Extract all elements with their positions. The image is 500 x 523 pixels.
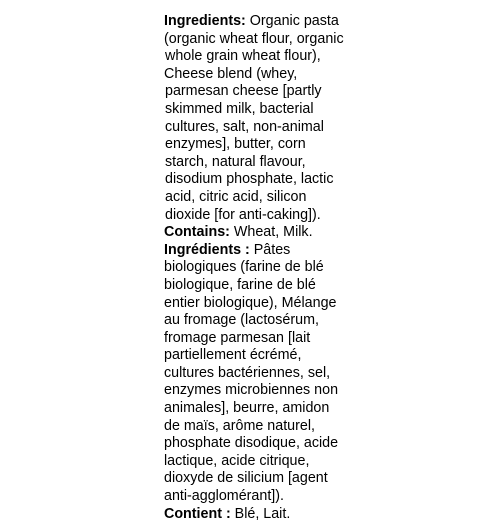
- english-ingredients-line: dioxide [for anti-caking]).: [165, 206, 321, 223]
- english-ingredients-line: acid, citric acid, silicon: [165, 188, 307, 205]
- french-ingredients-line: dioxyde de silicium [agent: [164, 470, 328, 487]
- english-ingredients-first-line: [164, 13, 364, 31]
- french-ingredients-heading: Ingrédients :: [164, 241, 250, 258]
- english-ingredients-heading: Ingredients:: [164, 13, 246, 29]
- french-contains-line: [164, 506, 364, 523]
- english-ingredients-line: cultures, salt, non-animal: [165, 118, 324, 135]
- french-contains-heading: Contient :: [164, 505, 231, 522]
- french-ingredients-line: lactique, acide citrique,: [164, 452, 310, 469]
- french-ingredients-text: Pâtes: [249, 241, 291, 258]
- french-ingredients-line: biologiques (farine de blé: [164, 259, 324, 276]
- french-ingredients-first-line: [164, 242, 364, 260]
- ingredient-label: [164, 13, 364, 523]
- english-ingredients-line: starch, natural flavour,: [165, 153, 306, 170]
- french-ingredients-line: fromage parmesan [lait: [164, 329, 311, 346]
- english-ingredients-block: [164, 13, 364, 224]
- french-ingredients-line: de maïs, arôme naturel,: [164, 417, 315, 434]
- french-ingredients-line: biologique, farine de blé: [164, 276, 316, 293]
- english-ingredients-line: disodium phosphate, lactic: [165, 171, 334, 188]
- english-contains-line: [164, 224, 364, 242]
- french-ingredients-line: entier biologique), Mélange: [164, 294, 337, 311]
- english-contains-heading: Contains:: [164, 224, 230, 241]
- english-ingredients-line: parmesan cheese [partly: [165, 83, 322, 100]
- english-ingredients-line: enzymes], butter, corn: [165, 136, 306, 153]
- french-ingredients-line: partiellement écrémé,: [164, 347, 302, 364]
- french-contains-text: Blé, Lait.: [230, 505, 291, 522]
- english-ingredients-line: Cheese blend (whey,: [164, 65, 298, 82]
- english-ingredients-line: (organic wheat flour, organic: [164, 30, 344, 47]
- english-ingredients-line: skimmed milk, bacterial: [165, 100, 314, 117]
- english-contains-text: Wheat, Milk.: [229, 224, 313, 241]
- french-ingredients-line: animales], beurre, amidon: [164, 400, 330, 417]
- french-ingredients-line: anti-agglomérant]).: [164, 488, 284, 505]
- english-ingredients-text: Organic pasta: [245, 13, 339, 29]
- french-ingredients-line: au fromage (lactosérum,: [164, 312, 319, 329]
- french-ingredients-block: [164, 242, 364, 506]
- french-ingredients-line: enzymes microbiennes non: [164, 382, 339, 399]
- french-ingredients-line: phosphate disodique, acide: [164, 435, 339, 452]
- french-ingredients-line: cultures bactériennes, sel,: [164, 364, 331, 381]
- english-ingredients-line: whole grain wheat flour),: [165, 48, 321, 65]
